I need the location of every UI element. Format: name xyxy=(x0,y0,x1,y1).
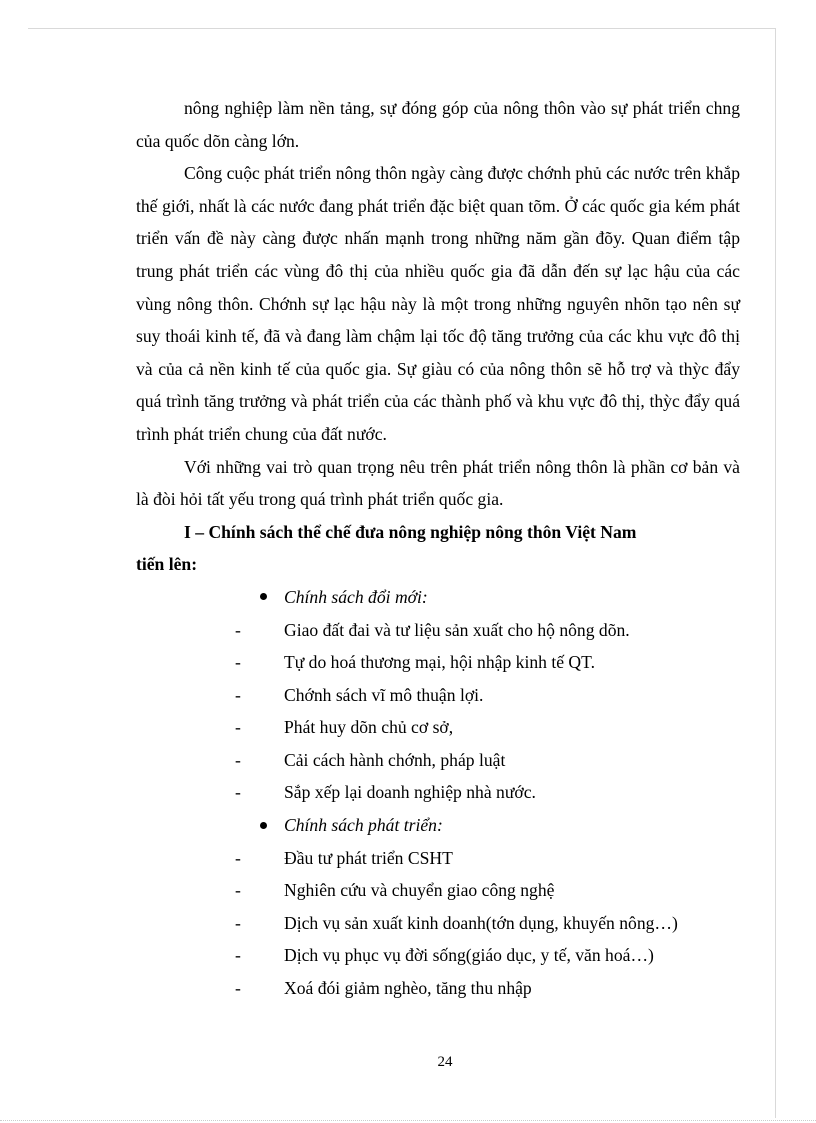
list-item xyxy=(136,939,740,972)
section-heading: I – Chính sách thể chế đưa nông nghiệp nông thôn Việt Nam xyxy=(184,521,637,542)
list-item-text: Nghiên cứu và chuyển giao công nghệ xyxy=(284,880,555,901)
paragraph-2: Công cuộc phát triển nông thôn ngày càng được chớnh phủ các nước trên khắp thế giới, nhất là các nước đang phát triển đặc biệt quan tõm. Ở các quốc gia kém phát triển vấn đề này càng được nhấn mạnh trong những năm gần đõy. Quan điểm tập trung phát triển các vùng đô thị của nhiều quốc gia đã dẫn đến sự lạc hậu của các vùng nông thôn. Chớnh sự lạc hậu này là một trong những nguyên nhõn tạo nên sự suy thoái kinh tế, đã và đang làm chậm lại tốc độ tăng trưởng của các khu vực đô thị và của cả nền kinh tế của quốc gia. Sự giàu có của nông thôn sẽ hỗ trợ và thỳc đẩy quá trình tăng trưởng và phát triển của các thành phố và khu vực đô thị, thỳc đẩy quá trình phát triển chung của đất nước. xyxy=(136,163,740,444)
bullet-heading-phat-trien xyxy=(136,809,740,842)
paragraph-3: Với những vai trò quan trọng nêu trên phát triển nông thôn là phần cơ bản và là đòi hỏi tất yếu trong quá trình phát triển quốc gia. xyxy=(136,456,740,510)
dash-marker: - xyxy=(235,880,241,901)
list-item xyxy=(136,614,740,647)
list-item xyxy=(136,874,740,907)
bullet-dot-icon xyxy=(260,822,267,829)
list-item-text: Dịch vụ sản xuất kinh doanh(tớn dụng, khuyến nông…) xyxy=(284,912,678,933)
list-item-text: Cải cách hành chớnh, pháp luật xyxy=(284,749,506,770)
list-item-text: Giao đất đai và tư liệu sản xuất cho hộ nông dõn. xyxy=(284,619,630,640)
bullet-heading-label: Chính sách phát triển: xyxy=(284,815,443,836)
list-item-text: Phát huy dõn chủ cơ sở, xyxy=(284,717,454,738)
list-item-text: Chớnh sách vĩ mô thuận lợi. xyxy=(284,684,484,705)
paragraph-1: nông nghiệp làm nền tảng, sự đóng góp của nông thôn vào sự phát triển chng của quốc dõn càng lớn. xyxy=(136,98,740,151)
dash-marker: - xyxy=(235,945,241,966)
list-item-text: Tự do hoá thương mại, hội nhập kinh tế QT. xyxy=(284,652,595,673)
bullet-dot-icon xyxy=(260,593,267,600)
section-heading-continuation: tiến lên: xyxy=(136,554,198,575)
dash-marker: - xyxy=(235,847,241,868)
dash-marker: - xyxy=(235,684,241,705)
page-bottom-divider xyxy=(0,1120,816,1121)
list-item xyxy=(136,679,740,712)
list-item xyxy=(136,842,740,875)
bullet-heading-doi-moi xyxy=(136,581,740,614)
list-item-text: Xoá đói giảm nghèo, tăng thu nhập xyxy=(284,978,532,999)
list-item xyxy=(136,907,740,940)
document-body xyxy=(136,92,740,1005)
dash-marker: - xyxy=(235,652,241,673)
page-number: 24 xyxy=(437,1054,453,1070)
dash-marker: - xyxy=(235,782,241,803)
list-item xyxy=(136,646,740,679)
dash-marker: - xyxy=(235,978,241,999)
list-item xyxy=(136,972,740,1005)
dash-marker: - xyxy=(235,619,241,640)
bullet-heading-label: Chính sách đổi mới: xyxy=(284,586,428,607)
list-item xyxy=(136,744,740,777)
list-item xyxy=(136,776,740,809)
dash-marker: - xyxy=(235,749,241,770)
dash-marker: - xyxy=(235,912,241,933)
list-item-text: Đầu tư phát triển CSHT xyxy=(284,847,453,868)
list-item xyxy=(136,711,740,744)
dash-marker: - xyxy=(235,717,241,738)
list-item-text: Dịch vụ phục vụ đời sống(giáo dục, y tế, văn hoá…) xyxy=(284,945,654,966)
list-item-text: Sắp xếp lại doanh nghiệp nhà nước. xyxy=(284,782,536,803)
